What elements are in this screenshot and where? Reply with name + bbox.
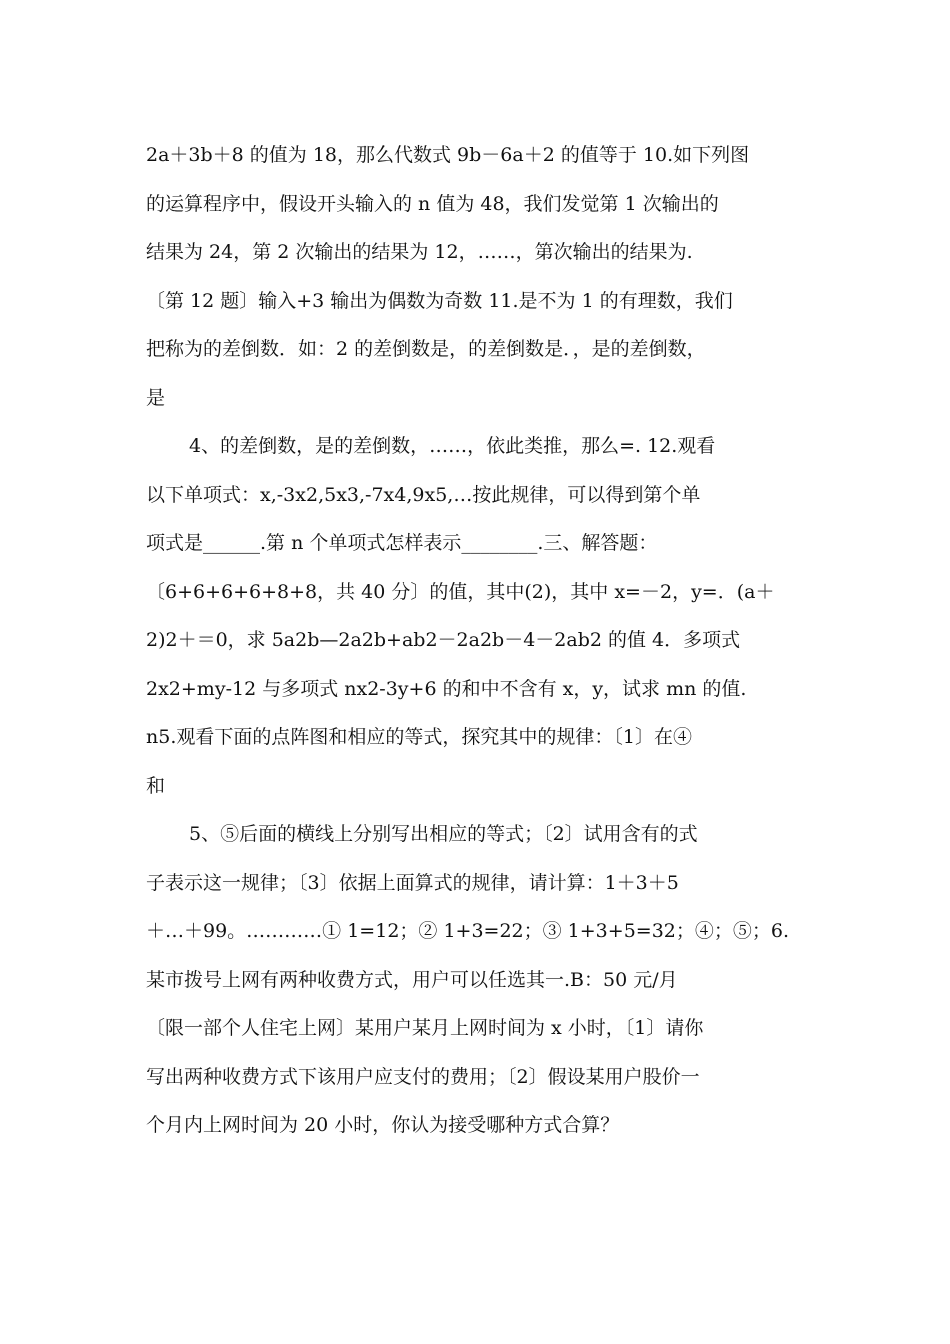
text-line-14: 和 <box>146 774 166 797</box>
text-line-18: 某市拨号上网有两种收费方式，用户可以任选其一.B：50 元/月 <box>146 968 678 991</box>
text-line-11: 2)2＋＝0，求 5a2b—2a2b+ab2－2a2b－4－2ab2 的值 4．多项式 <box>146 629 741 651</box>
text-line-21: 个月内上网时间为 20 小时，你认为接受哪种方式合算？ <box>146 1114 620 1136</box>
text-line-7: 4、的差倒数，是的差倒数，……，依此类推，那么=. 12.观看 <box>189 435 716 457</box>
text-line-5: 把称为的差倒数．如：2 的差倒数是，的差倒数是．，是的差倒数， <box>146 338 706 360</box>
document-body <box>146 131 810 1150</box>
text-line-20: 写出两种收费方式下该用户应支付的费用；〔2〕假设某用户股价一 <box>146 1065 700 1088</box>
text-line-2: 的运算程序中，假设开头输入的 n 值为 48，我们发觉第 1 次输出的 <box>146 192 719 215</box>
text-line-10: 〔6+6+6+6+8+8，共 40 分〕的值，其中(2)，其中 x=－2，y=．(a＋ <box>146 580 775 603</box>
text-line-3: 结果为 24，第 2 次输出的结果为 12，……，第次输出的结果为. <box>146 241 693 263</box>
text-line-17: ＋…＋99。…………① 1=12；② 1+3=22；③ 1+3+5=32；④；⑤；6. <box>146 920 790 942</box>
text-line-4: 〔第 12 题〕输入+3 输出为偶数为奇数 11.是不为 1 的有理数，我们 <box>146 289 733 312</box>
text-line-8: 以下单项式：x,-3x2,5x3,-7x4,9x5,…按此规律，可以得到第个单 <box>146 483 701 506</box>
text-line-1: 2a＋3b＋8 的值为 18，那么代数式 9b－6a＋2 的值等于 10.如下列图 <box>146 144 750 166</box>
text-line-9: 项式是______.第 n 个单项式怎样表示________.三、解答题： <box>146 532 658 554</box>
text-line-19: 〔限一部个人住宅上网〕某用户某月上网时间为 x 小时，〔1〕请你 <box>146 1017 704 1039</box>
text-line-6: 是 <box>146 386 166 409</box>
text-line-13: n5.观看下面的点阵图和相应的等式，探究其中的规律：〔1〕在④ <box>146 726 692 748</box>
text-line-12: 2x2+my-12 与多项式 nx2-3y+6 的和中不含有 x，y，试求 mn 的值. <box>146 677 747 700</box>
text-line-16: 子表示这一规律；〔3〕依据上面算式的规律，请计算：1＋3＋5 <box>146 871 679 894</box>
text-line-15: 5、⑤后面的横线上分别写出相应的等式；〔2〕试用含有的式 <box>189 823 698 845</box>
